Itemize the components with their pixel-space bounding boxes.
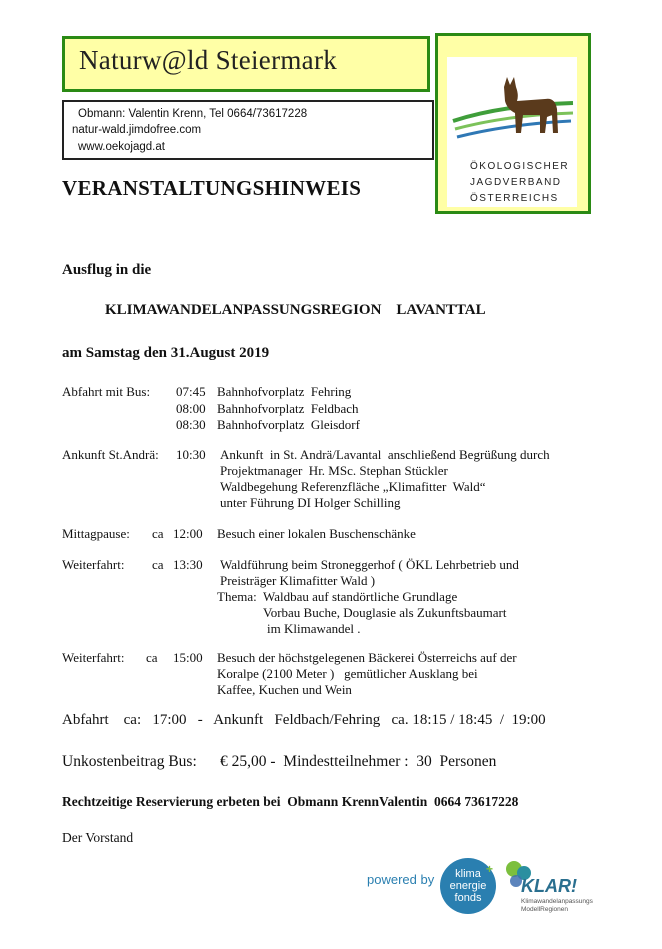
contact-website-2[interactable]: www.oekojagd.at	[78, 141, 165, 153]
title-box	[62, 36, 430, 92]
contact-website[interactable]: natur-wald.jimdofree.com	[72, 124, 202, 136]
klar-name: KLAR!	[521, 876, 577, 896]
lunch-time: 12:00	[173, 526, 203, 541]
kef-line-2: energie	[449, 880, 487, 892]
signature: Der Vorstand	[62, 830, 134, 845]
logo-line-1: ÖKOLOGISCHER	[470, 161, 570, 172]
continue1-ca: ca	[152, 557, 164, 572]
reservation-line: Rechtzeitige Reservierung erbeten bei Obmann KrennValentin 0664 73617228	[62, 794, 519, 809]
continue1-time: 13:30	[173, 557, 203, 572]
continue1-line-1: Waldführung beim Stroneggerhof ( ÖKL Lehrbetrieb und	[220, 557, 519, 572]
lunch-label: Mittagpause:	[62, 526, 130, 541]
continue2-line-3: Kaffee, Kuchen und Wein	[217, 682, 352, 697]
kef-plus: +	[486, 862, 494, 876]
intro-text: Ausflug in die	[62, 262, 152, 278]
lunch-ca: ca	[152, 526, 164, 541]
logo-box	[435, 33, 591, 214]
lunch-text: Besuch einer lokalen Buschenschänke	[217, 526, 416, 541]
logo-text	[470, 159, 569, 207]
continue1-line-5: im Klimawandel .	[267, 621, 361, 636]
continue1-label: Weiterfahrt:	[62, 557, 125, 572]
hunting-association-logo	[447, 57, 577, 207]
klar-sub-1: Klimawandelanpassungs	[521, 898, 593, 905]
continue2-time: 15:00	[173, 650, 203, 665]
arrival-line-4: unter Führung DI Holger Schilling	[220, 495, 401, 510]
klar-sub-2: ModellRegionen	[521, 906, 568, 913]
departure-time-1: 07:45	[176, 384, 206, 399]
klar-subtitle	[521, 898, 593, 914]
contact-chairman: Obmann: Valentin Krenn, Tel 0664/73617228	[78, 108, 308, 120]
return-line: Abfahrt ca: 17:00 - Ankunft Feldbach/Fehring ca. 18:15 / 18:45 / 19:00	[62, 712, 546, 728]
departure-time-2: 08:00	[176, 401, 206, 416]
arrival-line-1: Ankunft in St. Andrä/Lavantal anschließend Begrüßung durch	[220, 447, 550, 462]
organization-title: Naturw@ld Steiermark	[79, 45, 338, 75]
page-heading: VERANSTALTUNGSHINWEIS	[62, 176, 362, 200]
departure-time-3: 08:30	[176, 417, 206, 432]
cost-line: Unkostenbeitrag Bus: € 25,00 - Mindestteilnehmer : 30 Personen	[62, 753, 497, 770]
arrival-time: 10:30	[176, 447, 206, 462]
arrival-label: Ankunft St.Andrä:	[62, 447, 159, 462]
arrival-line-2: Projektmanager Hr. MSc. Stephan Stückler	[220, 463, 448, 478]
arrival-line-3: Waldbegehung Referenzfläche „Klimafitter Wald“	[220, 479, 486, 494]
continue2-label: Weiterfahrt:	[62, 650, 125, 665]
event-date: am Samstag den 31.August 2019	[62, 345, 270, 361]
region-title: KLIMAWANDELANPASSUNGSREGION LAVANTTAL	[105, 302, 486, 318]
continue2-line-2: Koralpe (2100 Meter ) gemütlicher Ausklang bei	[217, 666, 478, 681]
powered-by-label: powered by	[367, 872, 435, 887]
departure-place-3: Bahnhofvorplatz Gleisdorf	[217, 417, 360, 432]
continue1-line-2: Preisträger Klimafitter Wald )	[220, 573, 376, 588]
contact-box	[62, 100, 434, 160]
logo-line-3: ÖSTERREICHS	[470, 193, 559, 204]
continue2-ca: ca	[146, 650, 158, 665]
continue2-line-1: Besuch der höchstgelegenen Bäckerei Österreichs auf der	[217, 650, 517, 665]
continue1-line-3: Thema: Waldbau auf standörtliche Grundlage	[217, 589, 458, 604]
kef-line-1: klima	[455, 868, 481, 880]
lynx-icon	[447, 57, 577, 157]
departure-place-2: Bahnhofvorplatz Feldbach	[217, 401, 359, 416]
kef-line-3: fonds	[454, 892, 482, 904]
departure-label: Abfahrt mit Bus:	[62, 384, 151, 399]
logo-line-2: JAGDVERBAND	[470, 177, 562, 188]
departure-place-1: Bahnhofvorplatz Fehring	[217, 384, 352, 399]
continue1-line-4: Vorbau Buche, Douglasie als Zukunftsbaumart	[263, 605, 507, 620]
